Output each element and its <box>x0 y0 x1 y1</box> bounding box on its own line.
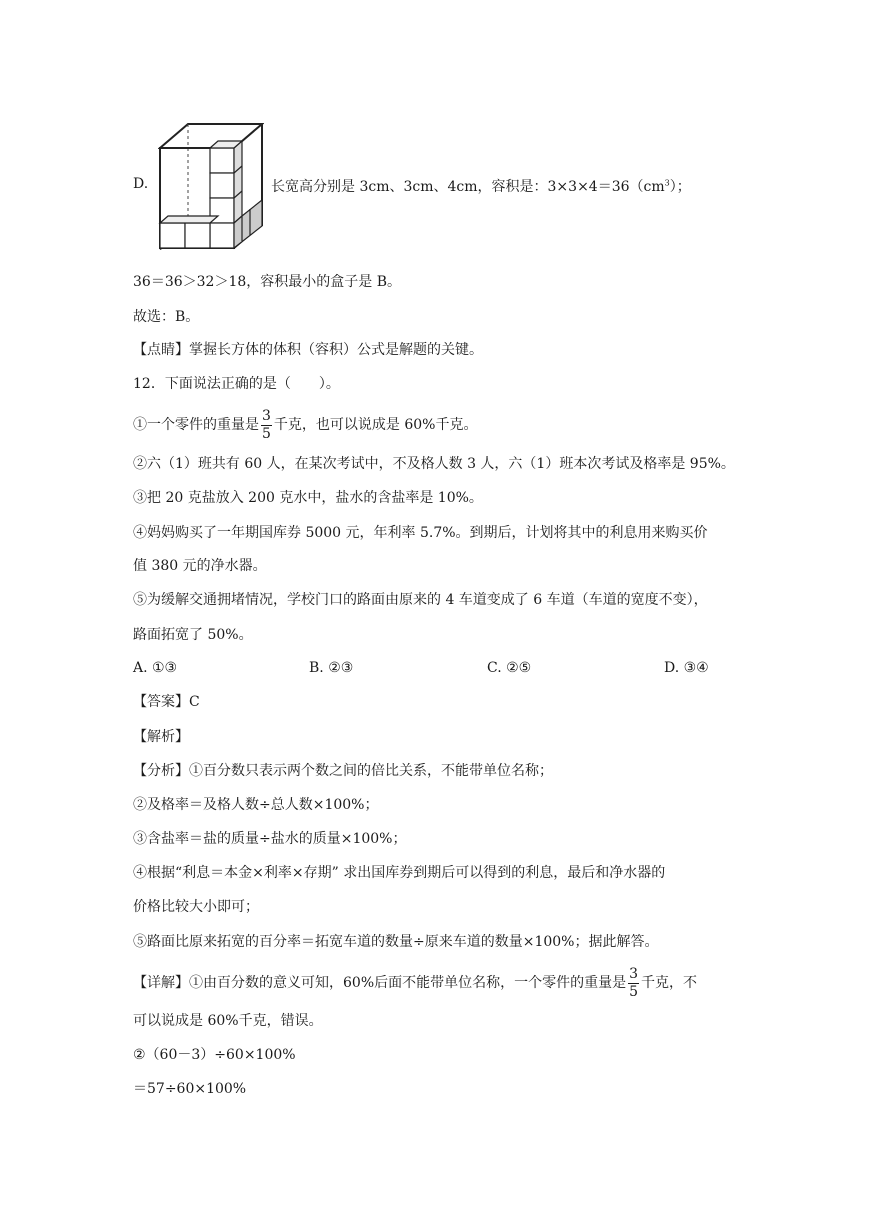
question-stem: 12．下面说法正确的是（ ）。 <box>133 376 340 392</box>
option-d-label: D. <box>133 176 149 192</box>
comparison-line: 36＝36＞32＞18，容积最小的盒子是 B。 <box>133 274 401 290</box>
analysis-line-3: ③含盐率＝盐的质量÷盐水的质量×100%； <box>133 831 407 847</box>
statement-1-text-end: 千克，也可以说成是 60%千克。 <box>273 417 478 433</box>
calc-line-1: ②（60－3）÷60×100% <box>133 1047 296 1063</box>
choice-d: D. ③④ <box>664 660 709 676</box>
detail-line-2: 可以说成是 60%千克，错误。 <box>133 1013 323 1029</box>
choose-line: 故选：B。 <box>133 309 200 325</box>
detail-line-1-text: 【详解】①由百分数的意义可知，60%后面不能带单位名称，一个零件的重量是 <box>133 975 627 991</box>
statement-5-line-1: ⑤为缓解交通拥堵情况，学校门口的路面由原来的 4 车道变成了 6 车道（车道的宽度不变）， <box>133 592 708 608</box>
choice-a: A. ①③ <box>133 660 178 676</box>
option-d-text: 长宽高分别是 3cm、3cm、4cm，容积是：3×3×4＝36（cm <box>271 179 665 195</box>
detail-line-1-end: 千克，不 <box>641 975 698 991</box>
analysis-line-5: ⑤路面比原来拓宽的百分率＝拓宽车道的数量÷原来车道的数量×100%；据此解答。 <box>133 934 659 950</box>
box-with-cubes-figure <box>158 122 264 250</box>
analysis-line-4b: 价格比较大小即可； <box>133 899 259 915</box>
detail-line-1 <box>133 965 697 1001</box>
fraction-numerator: 3 <box>262 407 271 424</box>
statement-1-text: ①一个零件的重量是 <box>133 417 259 433</box>
fraction-three-fifths <box>261 408 272 443</box>
analysis-line-4a: ④根据“利息＝本金×利率×存期” 求出国库券到期后可以得到的利息，最后和净水器的 <box>133 865 666 881</box>
statement-4-line-2: 值 380 元的净水器。 <box>133 558 267 574</box>
statement-2: ②六（1）班共有 60 人，在某次考试中，不及格人数 3 人，六（1）班本次考试及格率是 95%。 <box>133 456 735 472</box>
statement-4-line-1: ④妈妈购买了一年期国库券 5000 元，年利率 5.7%。到期后，计划将其中的利息用来购买价 <box>133 525 708 541</box>
statement-1 <box>133 407 478 443</box>
choice-c: C. ②⑤ <box>487 660 532 676</box>
fraction-denominator: 5 <box>262 425 271 442</box>
tip-line: 【点睛】掌握长方体的体积（容积）公式是解题的关键。 <box>133 342 483 358</box>
statement-3: ③把 20 克盐放入 200 克水中，盐水的含盐率是 10%。 <box>133 490 483 506</box>
fraction-three-fifths-detail <box>628 966 639 1001</box>
analysis-line-2: ②及格率＝及格人数÷总人数×100%； <box>133 797 379 813</box>
choice-b: B. ②③ <box>309 660 354 676</box>
cubic-exponent: 3 <box>664 178 670 188</box>
analysis-line-1: 【分析】①百分数只表示两个数之间的倍比关系，不能带单位名称； <box>133 763 553 779</box>
option-d-description <box>271 176 691 196</box>
answer-line: 【答案】C <box>133 694 200 710</box>
calc-line-2: ＝57÷60×100% <box>133 1081 247 1097</box>
fraction-numerator: 3 <box>629 965 639 982</box>
analysis-title: 【解析】 <box>133 729 189 745</box>
option-d-text-end: ）； <box>669 179 691 195</box>
statement-5-line-2: 路面拓宽了 50%。 <box>133 627 253 643</box>
fraction-denominator: 5 <box>629 983 639 1000</box>
